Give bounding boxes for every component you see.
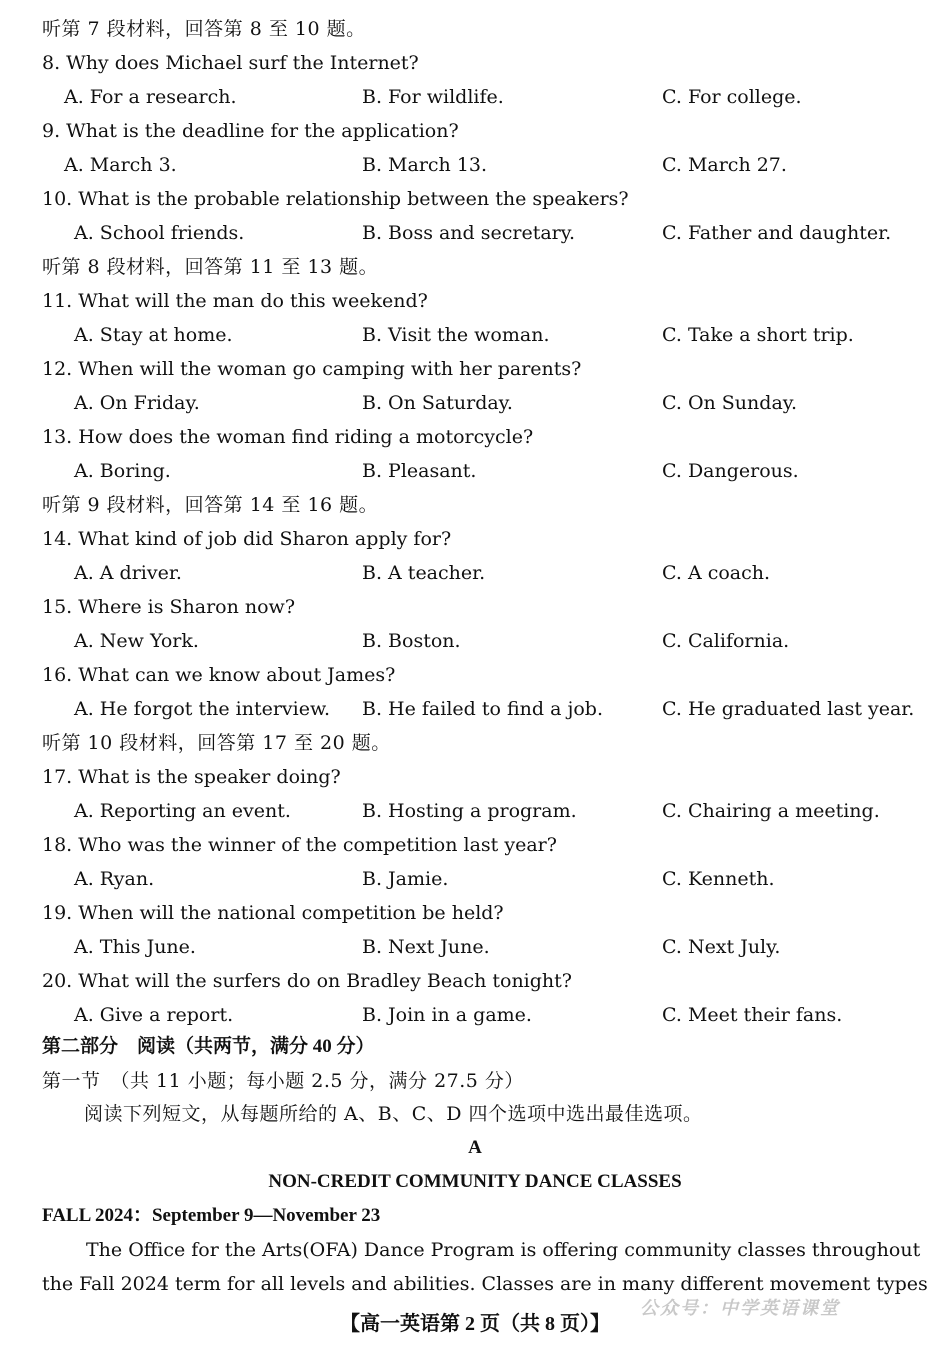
question-15-stem: 15. Where is Sharon now? (42, 596, 296, 618)
option-c: C. Take a short trip. (662, 324, 854, 346)
question-9-options (0, 148, 950, 182)
option-a: A. Stay at home. (74, 324, 233, 346)
question-8-options (0, 80, 950, 114)
option-a: A. Boring. (74, 460, 171, 482)
question-14-options (0, 556, 950, 590)
option-c: C. He graduated last year. (662, 698, 915, 720)
option-c: C. Meet their fans. (662, 1004, 843, 1026)
passage-paragraph-line: The Office for the Arts(OFA) Dance Program is offering community classes throughout (86, 1239, 921, 1261)
option-c: C. A coach. (662, 562, 771, 584)
reading-instruction: 阅读下列短文，从每题所给的 A、B、C、D 四个选项中选出最佳选项。 (84, 1103, 703, 1125)
question-12-stem: 12. When will the woman go camping with her parents? (42, 358, 582, 380)
question-12-options (0, 386, 950, 420)
option-c: C. California. (662, 630, 790, 652)
option-a: A. He forgot the interview. (74, 698, 331, 720)
question-13-options (0, 454, 950, 488)
option-b: B. Next June. (362, 936, 490, 958)
option-c: C. On Sunday. (662, 392, 798, 414)
option-b: B. On Saturday. (362, 392, 513, 414)
question-17-stem: 17. What is the speaker doing? (42, 766, 341, 788)
option-b: B. Hosting a program. (362, 800, 577, 822)
passage-title: NON-CREDIT COMMUNITY DANCE CLASSES (268, 1171, 682, 1192)
option-b: B. Boss and secretary. (362, 222, 576, 244)
question-17-options (0, 794, 950, 828)
option-c: C. Next July. (662, 936, 781, 958)
option-c: C. March 27. (662, 154, 787, 176)
question-13-stem: 13. How does the woman find riding a motorcycle? (42, 426, 534, 448)
section-7-header: 听第 7 段材料，回答第 8 至 10 题。 (42, 18, 366, 40)
question-9-stem: 9. What is the deadline for the application? (42, 120, 459, 142)
watermark: 公众号：中学英语课堂 (640, 1298, 840, 1319)
option-a: A. Give a report. (74, 1004, 234, 1026)
option-c: C. Dangerous. (662, 460, 799, 482)
question-11-stem: 11. What will the man do this weekend? (42, 290, 428, 312)
question-16-stem: 16. What can we know about James? (42, 664, 396, 686)
option-c: C. Father and daughter. (662, 222, 892, 244)
question-18-stem: 18. Who was the winner of the competition last year? (42, 834, 557, 856)
passage-subtitle: FALL 2024：September 9—November 23 (42, 1205, 381, 1226)
option-a: A. This June. (74, 936, 196, 958)
option-b: B. Jamie. (362, 868, 449, 890)
question-10-options (0, 216, 950, 250)
passage-letter: A (468, 1137, 482, 1158)
option-b: B. Visit the woman. (362, 324, 550, 346)
option-b: B. Join in a game. (362, 1004, 532, 1026)
option-a: A. New York. (74, 630, 199, 652)
option-a: A. Reporting an event. (74, 800, 291, 822)
question-19-options (0, 930, 950, 964)
question-16-options (0, 692, 950, 726)
question-20-stem: 20. What will the surfers do on Bradley Beach tonight? (42, 970, 572, 992)
question-19-stem: 19. When will the national competition be held? (42, 902, 504, 924)
option-a: A. A driver. (74, 562, 182, 584)
part-2-title: 第二部分 阅读（共两节，满分 40 分） (42, 1036, 375, 1057)
option-a: A. For a research. (64, 86, 237, 108)
option-a: A. On Friday. (74, 392, 200, 414)
option-a: A. March 3. (64, 154, 177, 176)
passage-paragraph-line: the Fall 2024 term for all levels and abilities. Classes are in many different movement types (42, 1273, 928, 1295)
option-b: B. Pleasant. (362, 460, 477, 482)
option-c: C. Kenneth. (662, 868, 775, 890)
question-14-stem: 14. What kind of job did Sharon apply for? (42, 528, 452, 550)
option-c: C. Chairing a meeting. (662, 800, 880, 822)
question-15-options (0, 624, 950, 658)
option-a: A. Ryan. (74, 868, 155, 890)
option-b: B. He failed to find a job. (362, 698, 603, 720)
option-b: B. A teacher. (362, 562, 486, 584)
option-c: C. For college. (662, 86, 802, 108)
question-10-stem: 10. What is the probable relationship between the speakers? (42, 188, 629, 210)
section-1-title: 第一节 （共 11 小题；每小题 2.5 分，满分 27.5 分） (42, 1070, 524, 1092)
question-18-options (0, 862, 950, 896)
option-b: B. March 13. (362, 154, 488, 176)
question-11-options (0, 318, 950, 352)
section-8-header: 听第 8 段材料，回答第 11 至 13 题。 (42, 256, 379, 278)
question-20-options (0, 998, 950, 1032)
option-b: B. For wildlife. (362, 86, 504, 108)
option-a: A. School friends. (74, 222, 245, 244)
question-8-stem: 8. Why does Michael surf the Internet? (42, 52, 419, 74)
section-9-header: 听第 9 段材料，回答第 14 至 16 题。 (42, 494, 379, 516)
option-b: B. Boston. (362, 630, 461, 652)
page-footer: 【高一英语第 2 页（共 8 页）】 (340, 1313, 610, 1335)
section-10-header: 听第 10 段材料，回答第 17 至 20 题。 (42, 732, 391, 754)
